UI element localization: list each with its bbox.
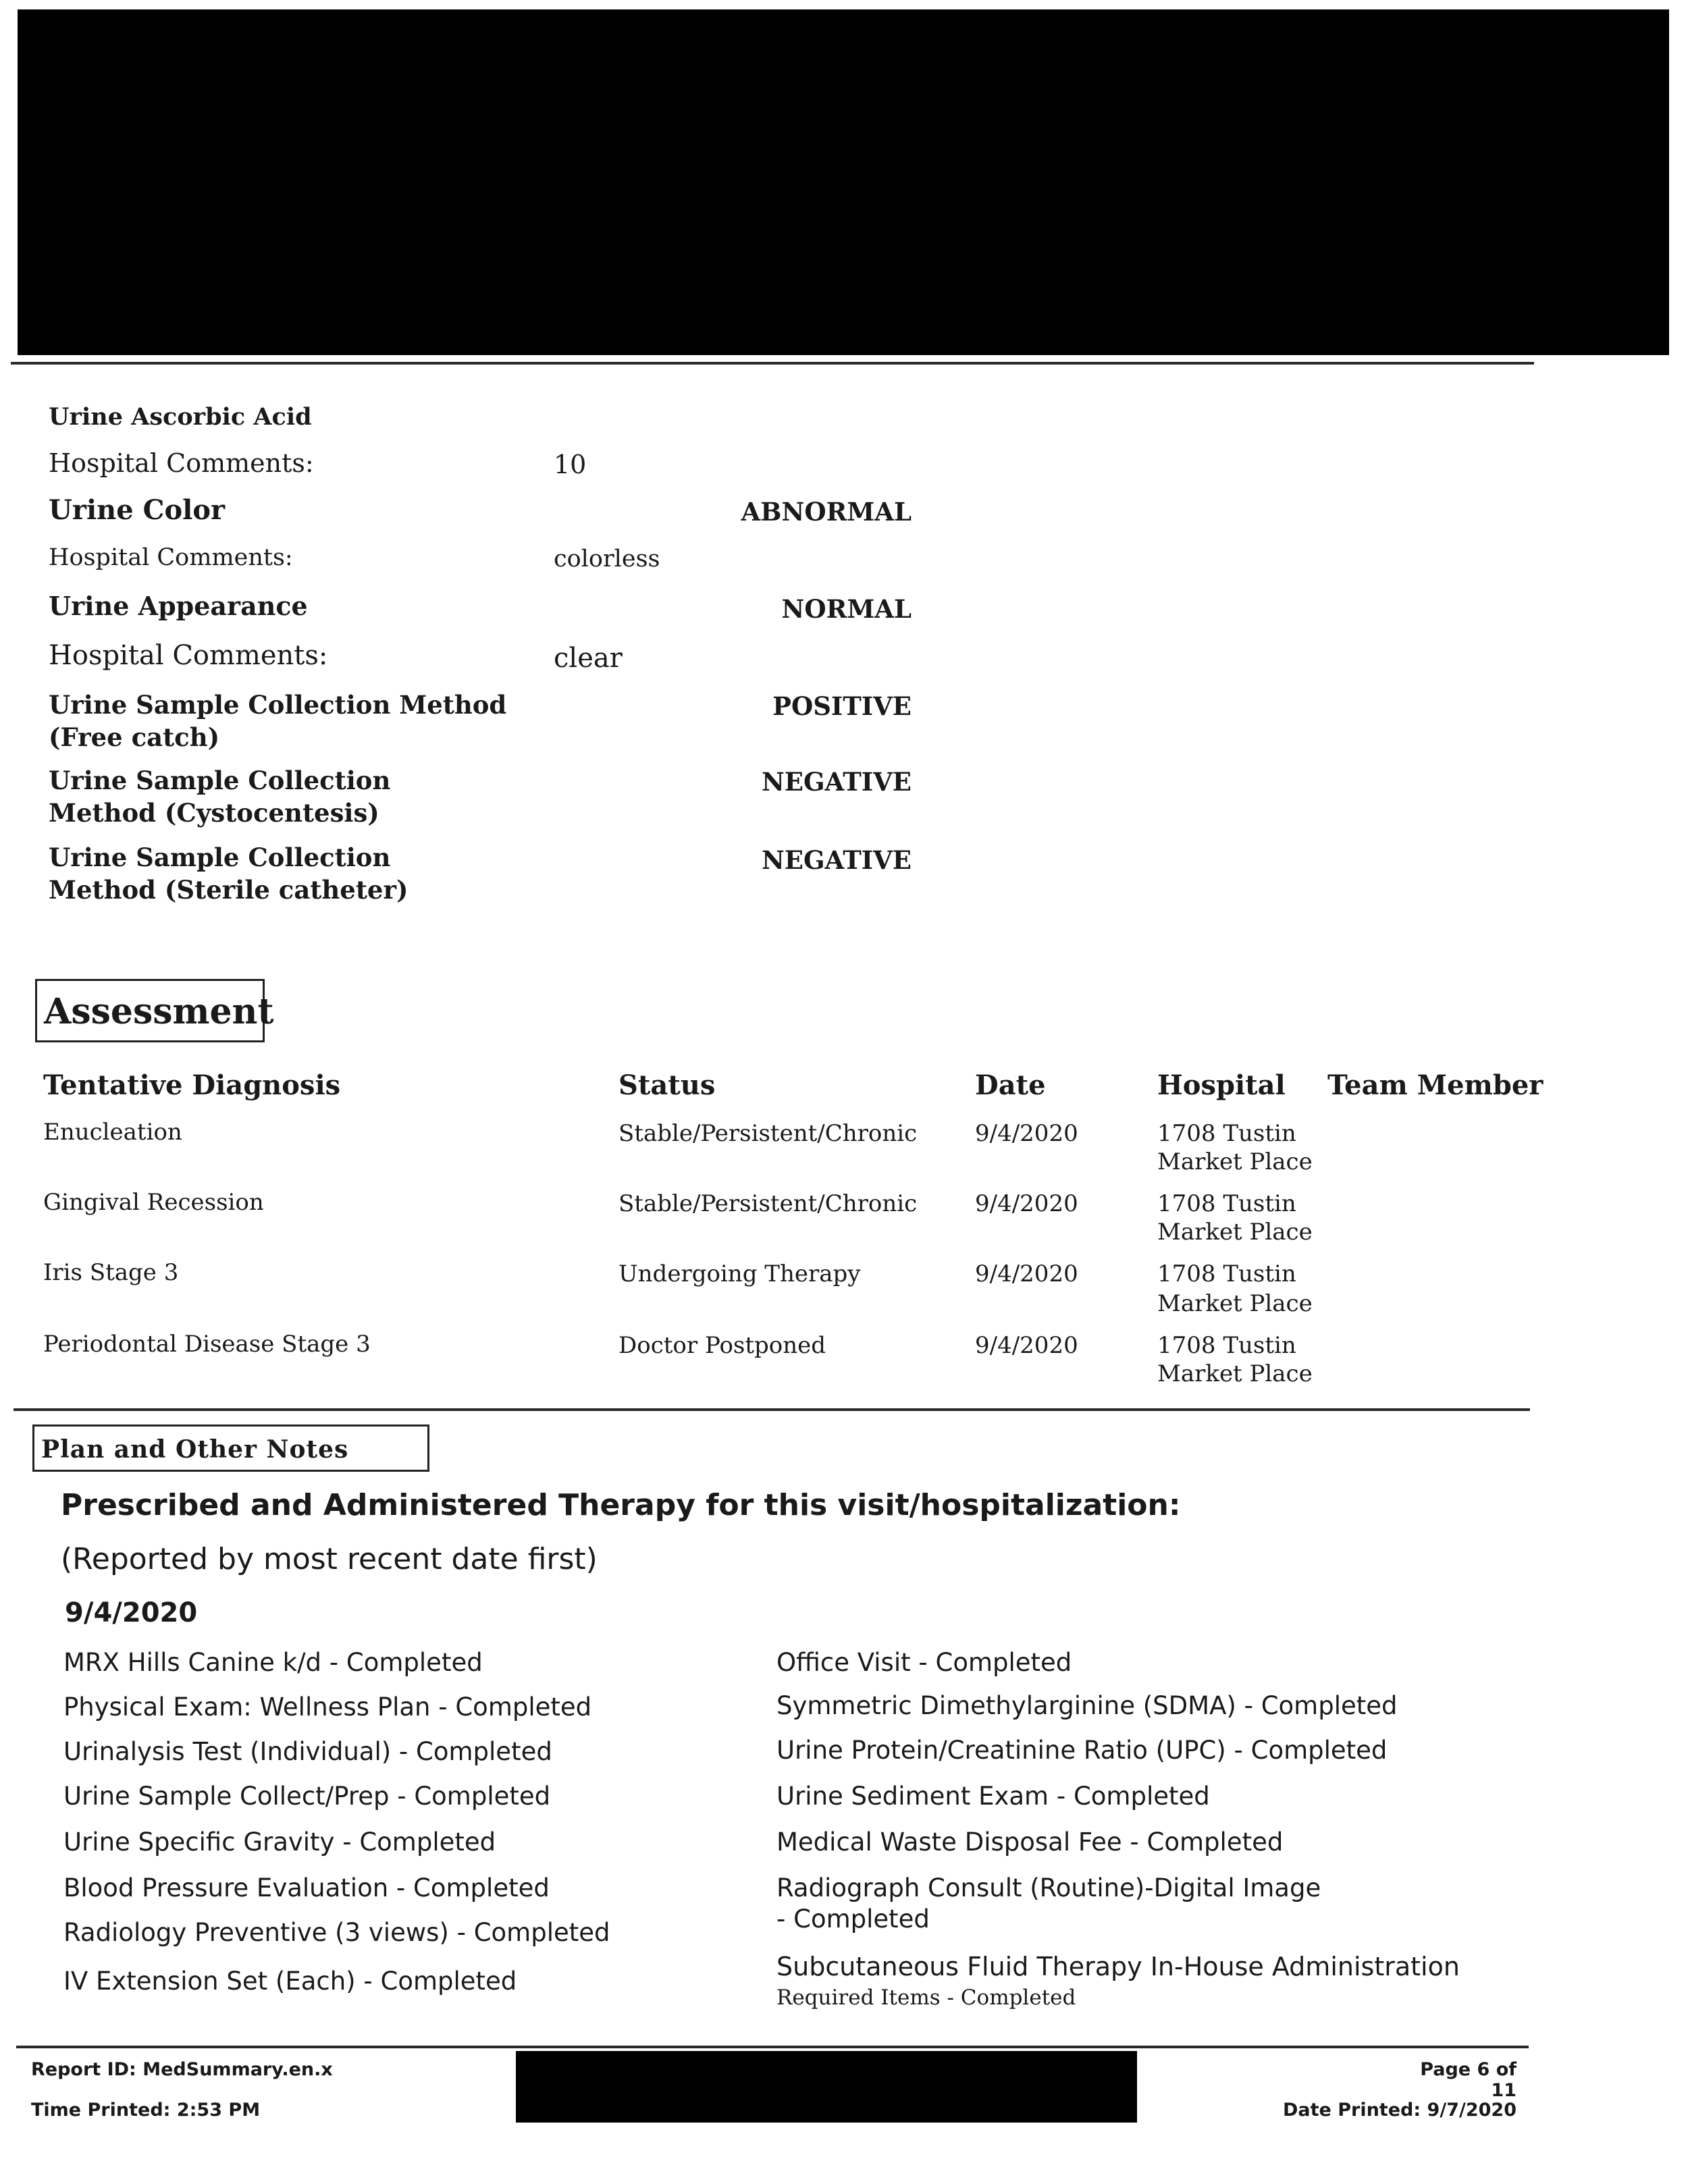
status-cell: Undergoing Therapy [618, 1260, 861, 1287]
therapy-item: Urine Sediment Exam - Completed [776, 1782, 1210, 1811]
urine-appearance-label: Urine Appearance [49, 591, 308, 621]
ascorbic-comment-label: Hospital Comments: [49, 448, 314, 478]
date-cell: 9/4/2020 [975, 1190, 1078, 1217]
header-status: Status [618, 1069, 716, 1101]
therapy-item: Urine Protein/Creatinine Ratio (UPC) - Completed [776, 1736, 1388, 1765]
appearance-comment-label: Hospital Comments: [49, 640, 328, 671]
diagnosis-cell: Iris Stage 3 [43, 1259, 179, 1286]
color-comment-value: colorless [554, 545, 660, 572]
time-printed: Time Printed: 2:53 PM [31, 2100, 261, 2121]
date-printed: Date Printed: 9/7/2020 [1282, 2100, 1516, 2121]
status-cell: Stable/Persistent/Chronic [618, 1120, 918, 1147]
collection-free-catch-status: POSITIVE [772, 691, 912, 721]
diagnosis-cell: Enucleation [43, 1119, 182, 1146]
header-team-member: Team Member [1327, 1069, 1544, 1101]
collection-sterile-catheter-label: Urine Sample Collection Method (Sterile catheter) [49, 843, 408, 905]
plan-date: 9/4/2020 [65, 1597, 198, 1628]
urine-ascorbic-acid-label: Urine Ascorbic Acid [49, 403, 312, 431]
hospital-cell: Market Place [1157, 1360, 1313, 1387]
plan-heading: Prescribed and Administered Therapy for this visit/hospitalization: [61, 1488, 1181, 1522]
therapy-item: IV Extension Set (Each) - Completed [63, 1967, 517, 1996]
urine-appearance-status: NORMAL [781, 594, 912, 624]
therapy-item: Medical Waste Disposal Fee - Completed [776, 1828, 1284, 1857]
plan-title: Plan and Other Notes [32, 1424, 429, 1472]
hospital-cell: 1708 Tustin [1157, 1332, 1296, 1359]
therapy-item: Office Visit - Completed [776, 1648, 1072, 1677]
hospital-cell: Market Place [1157, 1290, 1313, 1317]
therapy-item: Urine Specific Gravity - Completed [63, 1828, 496, 1857]
page-number: Page 6 of 11 [1420, 2059, 1516, 2101]
collection-free-catch-label: Urine Sample Collection Method (Free catch) [49, 690, 507, 752]
appearance-comment-value: clear [554, 643, 623, 674]
report-id: Report ID: MedSummary.en.x [31, 2059, 333, 2080]
footer-divider [16, 2046, 1529, 2048]
therapy-item: Physical Exam: Wellness Plan - Completed [63, 1693, 592, 1722]
redacted-header-block [18, 9, 1669, 355]
color-comment-label: Hospital Comments: [49, 544, 293, 571]
header-date: Date [975, 1069, 1046, 1101]
date-cell: 9/4/2020 [975, 1260, 1078, 1287]
therapy-item: Radiograph Consult (Routine)-Digital Image - Completed [776, 1873, 1321, 1934]
header-divider [11, 362, 1534, 365]
therapy-item: Urine Sample Collect/Prep - Completed [63, 1782, 551, 1811]
hospital-cell: 1708 Tustin [1157, 1190, 1296, 1217]
assessment-title: Assessment [35, 979, 265, 1042]
header-tentative-diagnosis: Tentative Diagnosis [43, 1069, 341, 1101]
ascorbic-comment-value: 10 [554, 450, 587, 479]
date-cell: 9/4/2020 [975, 1332, 1078, 1359]
collection-sterile-catheter-status: NEGATIVE [761, 845, 912, 875]
therapy-item: Urinalysis Test (Individual) - Completed [63, 1737, 552, 1766]
diagnosis-cell: Periodontal Disease Stage 3 [43, 1331, 371, 1358]
urine-color-label: Urine Color [49, 494, 226, 526]
redacted-footer-block [516, 2051, 1137, 2123]
therapy-item: Symmetric Dimethylarginine (SDMA) - Completed [776, 1691, 1398, 1720]
date-cell: 9/4/2020 [975, 1120, 1078, 1147]
header-hospital: Hospital [1157, 1069, 1286, 1101]
collection-cystocentesis-label: Urine Sample Collection Method (Cystocentesis) [49, 766, 391, 828]
hospital-cell: Market Place [1157, 1219, 1313, 1246]
therapy-item: Blood Pressure Evaluation - Completed [63, 1873, 550, 1902]
status-cell: Doctor Postponed [618, 1332, 826, 1359]
status-cell: Stable/Persistent/Chronic [618, 1190, 918, 1217]
therapy-item: MRX Hills Canine k/d - Completed [63, 1648, 483, 1677]
urine-color-status: ABNORMAL [741, 497, 912, 527]
therapy-item: Required Items - Completed [776, 1986, 1076, 2010]
assessment-divider [14, 1408, 1530, 1411]
diagnosis-cell: Gingival Recession [43, 1189, 264, 1216]
hospital-cell: Market Place [1157, 1148, 1313, 1175]
therapy-item: Radiology Preventive (3 views) - Completed [63, 1918, 610, 1947]
plan-subheading: (Reported by most recent date first) [61, 1542, 598, 1576]
therapy-item: Subcutaneous Fluid Therapy In-House Administration [776, 1952, 1460, 1981]
hospital-cell: 1708 Tustin [1157, 1260, 1296, 1287]
collection-cystocentesis-status: NEGATIVE [761, 767, 912, 797]
hospital-cell: 1708 Tustin [1157, 1120, 1296, 1147]
